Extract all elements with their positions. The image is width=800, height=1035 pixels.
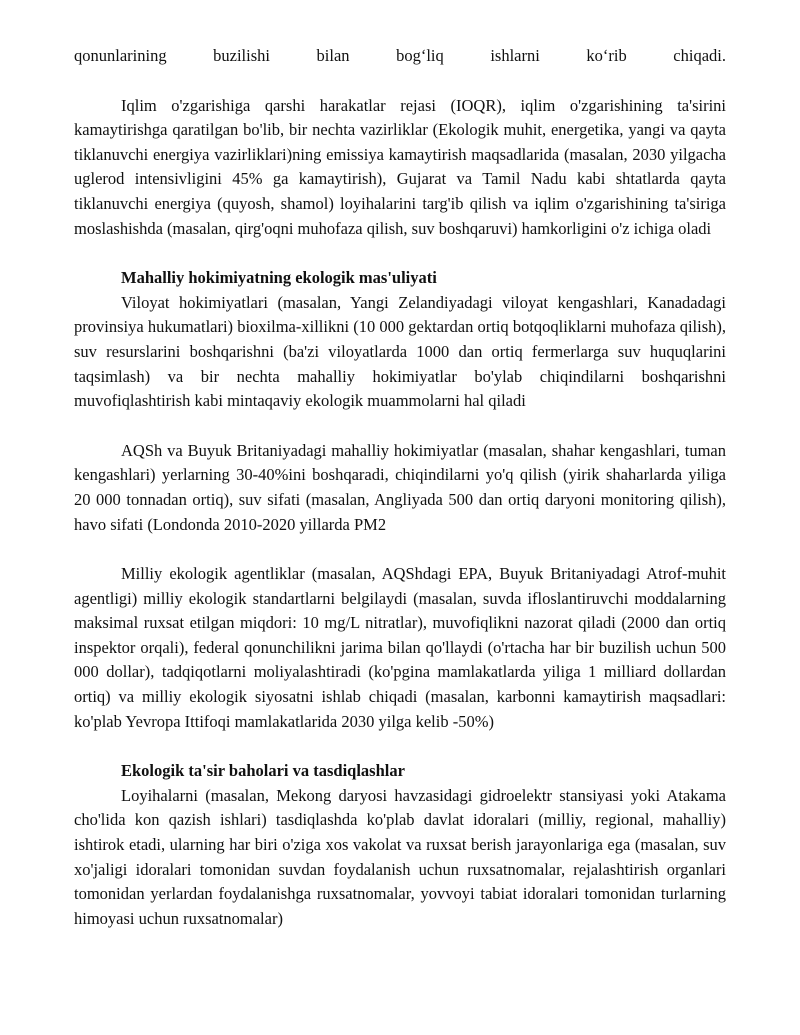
paragraph-regional-authorities: Viloyat hokimiyatlari (masalan, Yangi Zelandiyadagi viloyat kengashlari, Kanadadagi provinsiya hukumatlari) bioxilma-xillikni (10 000 gektardan ortiq botqoqliklarni muhofaza qilish), suv resurslarini boshqarishni (ba'zi viloyatlarda 1000 dan ortiq fermerlarga suv huquqlarini taqsimlash) va bir nechta mahalliy hokimiyatlar bo'ylab chiqindilarni boshqarishni muvofiqlashtirish kabi mintaqaviy ekologik muammolarni hal qiladi [74,292,726,411]
paragraph-project-approvals: Loyihalarni (masalan, Mekong daryosi havzasidagi gidroelektr stansiyasi yoki Atakama cho'lida kon qazish ishlari) tasdiqlashda ko'plab davlat idoralari (milliy, regional, mahalliy) ishtirok etadi, ularning har biri o'ziga xos vakolat va ruxsat berish jarayonlariga ega (masalan, suv xo'jaligi idoralari tomonidan suvdan foydalanish uchun ruxsatnomalar, rejalashtirish organlari tomonidan yerlardan foydalanishga ruxsatnomalar, yovvoyi tabiat idoralari tomonidan turlarning himoyasi uchun ruxsatnomalar) [74,785,726,928]
section-heading-impact-assessment: Ekologik ta'sir baholari va tasdiqlashlar [121,761,405,781]
paragraph-ioqr: Iqlim o'zgarishiga qarshi harakatlar rejasi (IOQR), iqlim o'zgarishining ta'sirini kamaytirishga qaratilgan bo'lib, bir nechta vazirliklar (Ekologik muhit, energetika, yangi va qayta tiklanuvchi energiya vazirliklari)ning emissiya kamaytirish maqsadlarida (masalan, 2030 yilgacha uglerod intensivligini 45% ga kamaytirish), Gujarat va Tamil Nadu kabi shtatlarda qayta tiklanuvchi energiya (quyosh, shamol) loyihalarini targ'ib qilish va iqlim o'zgarishining ta'siriga moslashishda (masalan, qirg'oqni muhofaza qilish, suv boshqaruvi) hamkorligini o'z ichiga oladi [74,95,726,238]
section-heading-local-authority: Mahalliy hokimiyatning ekologik mas'uliyati [121,268,437,288]
paragraph-continuation: qonunlarining buzilishi bilan bog‘liq ishlarni ko‘rib chiqadi. [74,46,726,65]
paragraph-us-uk-local: AQSh va Buyuk Britaniyadagi mahalliy hokimiyatlar (masalan, shahar kengashlari, tuman kengashlari) yerlarning 30-40%ini boshqaradi, chiqindilarni yo'q qilish (yirik shaharlarda yiliga 20 000 tonnadan ortiq), suv sifati (masalan, Angliyada 500 dan ortiq daryoni monitoring qilish), havo sifati (Londonda 2010-2020 yillarda PM2 [74,440,726,534]
paragraph-national-agencies: Milliy ekologik agentliklar (masalan, AQShdagi EPA, Buyuk Britaniyadagi Atrof-muhit agentligi) milliy ekologik standartlarni belgilaydi (masalan, suvda ifloslantiruvchi moddalarning maksimal ruxsat etilgan miqdori: 10 mg/L nitratlar), muvofiqlikni nazorat qiladi (2000 dan ortiq inspektor orqali), federal qonunchilikni jarima bilan qo'llaydi (o'rtacha har bir buzilish uchun 500 000 dollar), tadqiqotlarni moliyalashtiradi (ko'pgina mamlakatlarda yiliga 1 milliard dollardan ortiq) va milliy ekologik siyosatni ishlab chiqadi (masalan, karbonni kamaytirish maqsadlari: ko'plab Yevropa Ittifoqi mamlakatlarida 2030 yilga kelib -50%) [74,564,726,731]
